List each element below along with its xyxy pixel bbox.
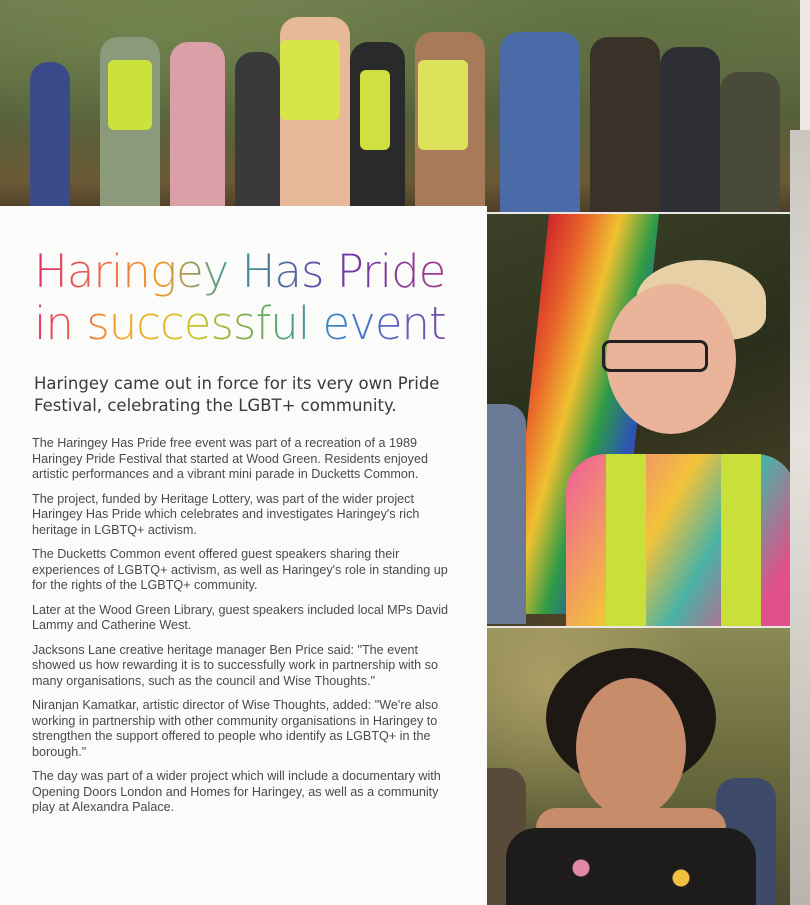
paragraph-6: Niranjan Kamatkar, artistic director of Wise Thoughts, added: "We're also working in partnership with other community organisations in Haringey to strengthen the support offered to people who identify as LGBTQ+ in the borough." (32, 698, 439, 759)
paragraph-7: The day was part of a wider project which will include a documentary with Opening Doors London and Homes for Haringey, as well as a community play at Alexandra Palace. (32, 769, 441, 814)
rainbow-flag-person-photo (466, 214, 790, 626)
article-body (32, 436, 460, 825)
paragraph-1: The Haringey Has Pride free event was part of a recreation of a 1989 Haringey Pride Festival that started at Wood Green. Residents enjoyed artistic performances and a vibrant mini parade in Ducketts Common. (32, 436, 428, 481)
paragraph-4: Later at the Wood Green Library, guest speakers included local MPs David Lammy and Catherine West. (32, 602, 449, 632)
paragraph-2: The project, funded by Heritage Lottery, was part of the wider project Haringey Has Pride which celebrates and investigates Haringey's rich heritage in LGBTQ+ activism. (32, 491, 420, 537)
smiling-woman-photo (466, 628, 790, 905)
headline (34, 246, 474, 350)
standfirst: Haringey came out in force for its very own Pride Festival, celebrating the LGBT+ community. (34, 374, 440, 415)
headline-line-2: in successful event (34, 298, 474, 350)
paragraph-5: Jacksons Lane creative heritage manager Ben Price said: "The event showed us how rewarding it is to successfully work in partnership with so many organisations, such as the council and Wise Thoughts." (32, 642, 438, 688)
headline-line-1: Haringey Has Pride (34, 246, 474, 298)
paragraph-3: The Ducketts Common event offered guest speakers sharing their experiences of LGBTQ+ activism, as well as Haringey's role in standing up for the rights of the LGBTQ+ community. (32, 547, 448, 592)
parade-crowd-photo (0, 0, 800, 212)
page-edge (790, 130, 810, 905)
